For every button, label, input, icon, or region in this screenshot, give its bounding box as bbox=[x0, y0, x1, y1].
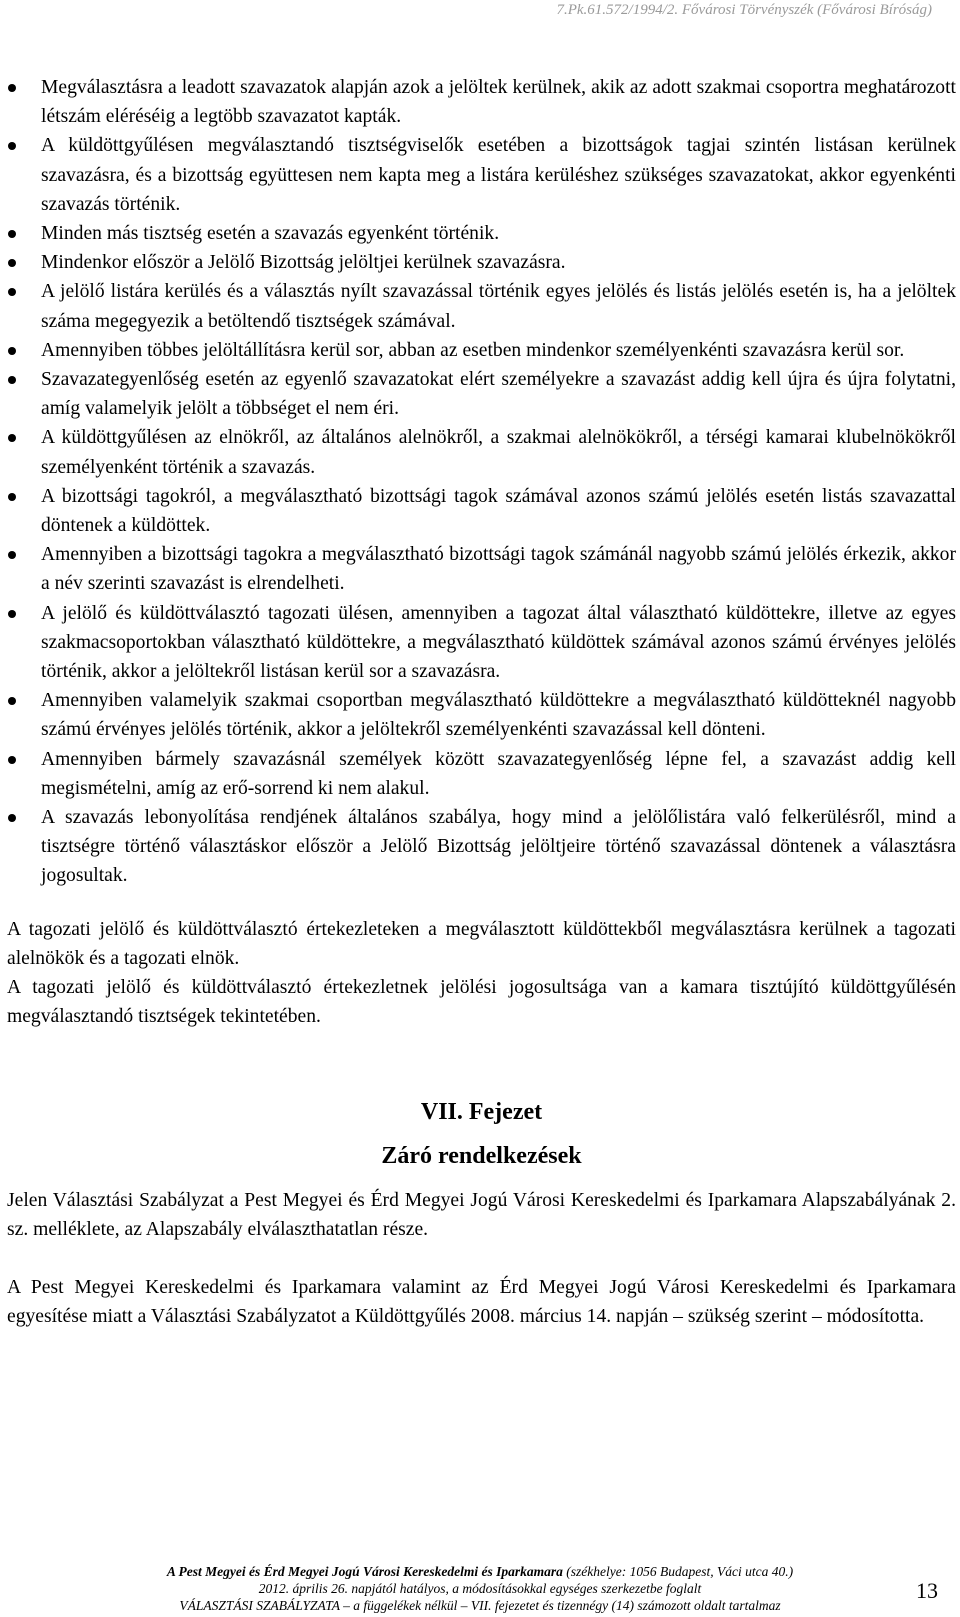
list-item-text: A küldöttgyűlésen megválasztandó tisztségviselők esetében a bizottságok tagjai szintén listásan kerülnek szavazásra, és a bizottság együttesen nem kapta meg a listára kerüléshez szükséges szavazatokat, akkor egyenkénti szavazás történik. bbox=[41, 135, 956, 215]
list-item bbox=[7, 365, 956, 423]
list-item bbox=[7, 131, 956, 219]
list-item-text: Amennyiben bármely szavazásnál személyek között szavazategyenlőség lépne fel, a szavazást addig kell megismételni, amíg az erő-sorrend ki nem alakul. bbox=[41, 748, 956, 799]
bullet-icon bbox=[8, 551, 16, 559]
footer-org-name: A Pest Megyei és Érd Megyei Jogú Városi Kereskedelmi és Iparkamara bbox=[166, 1564, 563, 1579]
paragraph-tagozati-officers: A tagozati jelölő és küldöttválasztó értekezleteken a megválasztott küldöttekből megválasztásra kerülnek a tagozati alelnökök és a tagozati elnök. bbox=[7, 918, 956, 969]
list-item bbox=[7, 803, 956, 891]
list-item bbox=[7, 686, 956, 744]
document-body bbox=[7, 73, 956, 1331]
page-number: 13 bbox=[916, 1578, 938, 1603]
list-item-text: A jelölő és küldöttválasztó tagozati ülésen, amennyiben a tagozat által választható küldöttekre, illetve az egyes szakmacsoportokban választható küldöttekre, a megválasztható küldöttek számával azonos számú érvényes jelölés történik, akkor a jelöltekről listásan kerül sor a szavazásra. bbox=[41, 602, 956, 683]
list-item bbox=[7, 219, 956, 248]
list-item bbox=[7, 73, 956, 131]
paragraph-closing-statement: Jelen Választási Szabályzat a Pest Megyei és Érd Megyei Jogú Városi Kereskedelmi és Iparkamara Alapszabályának 2. sz. melléklete, az Alapszabály elválaszthatatlan része. bbox=[7, 1189, 956, 1240]
list-item bbox=[7, 540, 956, 598]
chapter-title: Záró rendelkezések bbox=[381, 1142, 582, 1169]
footer-address: (székhelye: 1056 Budapest, Váci utca 40.) bbox=[562, 1564, 794, 1579]
bullet-icon bbox=[8, 347, 16, 355]
footer-document-title: VÁLASZTÁSI SZABÁLYZATA – a függelékek nélkül – VII. fejezetet és tizennégy (14) számozott oldalt tartalmaz bbox=[179, 1598, 781, 1613]
bullet-icon bbox=[8, 814, 16, 822]
list-item-text: Szavazategyenlőség esetén az egyenlő szavazatokat elért személyekre a szavazást addig kell újra és újra folytatni, amíg valamelyik jelölt a többséget el nem éri. bbox=[41, 369, 956, 420]
list-item-text: A szavazás lebonyolítása rendjének általános szabálya, hogy mind a jelölőlistára való felkerülésről, mind a tisztségre történő választáskor először a Jelölő Bizottság jelöltjeire történő szavazással döntenek a választásra jogosultak. bbox=[41, 807, 956, 887]
list-item-text: Mindenkor először a Jelölő Bizottság jelöltjei kerülnek szavazásra. bbox=[41, 252, 566, 274]
list-item-text: Minden más tisztség esetén a szavazás egyenként történik. bbox=[41, 223, 500, 245]
bullet-icon bbox=[8, 230, 16, 238]
bullet-icon bbox=[8, 697, 16, 705]
list-item-text: A bizottsági tagokról, a megválasztható bizottsági tagok számával azonos számú jelölés esetén listás szavazattal döntenek a küldöttek. bbox=[41, 485, 956, 537]
list-item bbox=[7, 482, 956, 540]
bullet-icon bbox=[8, 142, 16, 150]
list-item bbox=[7, 599, 956, 687]
list-item-text: A küldöttgyűlésen az elnökről, az általános alelnökről, a szakmai alelnökökről, a térségi kamarai klubelnökökről személyenként történik a szavazás. bbox=[41, 427, 956, 478]
list-item-text: Amennyiben a bizottsági tagokra a megválasztható bizottsági tagok számánál nagyobb számú jelölés érkezik, akkor a név szerinti szavazást is elrendelheti. bbox=[41, 544, 956, 595]
list-item bbox=[7, 277, 956, 335]
bullet-icon bbox=[8, 288, 16, 296]
list-item-text: Megválasztásra a leadott szavazatok alapján azok a jelöltek kerülnek, akik az adott szakmai csoportra meghatározott létszám eléréséig a legtöbb szavazatot kapták. bbox=[41, 77, 956, 128]
bullet-icon bbox=[8, 84, 16, 92]
bullet-icon bbox=[8, 610, 16, 618]
paragraph-tagozati-nomination-rights: A tagozati jelölő és küldöttválasztó értekezletnek jelölési jogosultsága van a kamara tisztújító küldöttgyűlésén megválasztandó tisztségek tekintetében. bbox=[7, 977, 956, 1028]
chapter-number: VII. Fejezet bbox=[420, 1098, 543, 1125]
footer-effective-date: 2012. április 26. napjától hatályos, a módosításokkal egységes szerkezetbe foglalt bbox=[258, 1581, 702, 1596]
bullet-icon bbox=[8, 493, 16, 501]
paragraph-amendment-note: A Pest Megyei Kereskedelmi és Iparkamara valamint az Érd Megyei Jogú Városi Kereskedelmi és Iparkamara egyesítése miatt a Választási Szabályzatot a Küldöttgyűlés 2008. március 14. napján – szükség szerint – módosította. bbox=[7, 1276, 956, 1328]
voting-rules-list bbox=[7, 73, 956, 891]
list-item-text: Amennyiben többes jelöltállításra kerül sor, abban az esetben mindenkor személyenkénti szavazásra kerül sor. bbox=[41, 339, 905, 361]
bullet-icon bbox=[8, 259, 16, 267]
page-footer bbox=[0, 1563, 960, 1614]
list-item-text: Amennyiben valamelyik szakmai csoportban megválasztható küldöttekre a megválasztható küldötteknél nagyobb számú érvényes jelölés történik, akkor a jelöltekről személyenkénti szavazással kell dönteni. bbox=[41, 690, 956, 741]
bullet-icon bbox=[8, 434, 16, 442]
bullet-icon bbox=[8, 376, 16, 384]
list-item bbox=[7, 248, 956, 277]
list-item bbox=[7, 336, 956, 365]
list-item bbox=[7, 745, 956, 803]
case-number-header: 7.Pk.61.572/1994/2. Fővárosi Törvényszék (Fővárosi Bíróság) bbox=[556, 2, 932, 18]
list-item bbox=[7, 423, 956, 481]
bullet-icon bbox=[8, 756, 16, 764]
list-item-text: A jelölő listára kerülés és a választás nyílt szavazással történik egyes jelölés és listás jelölés esetén is, ha a jelöltek száma megegyezik a betöltendő tisztségek számával. bbox=[41, 281, 956, 332]
